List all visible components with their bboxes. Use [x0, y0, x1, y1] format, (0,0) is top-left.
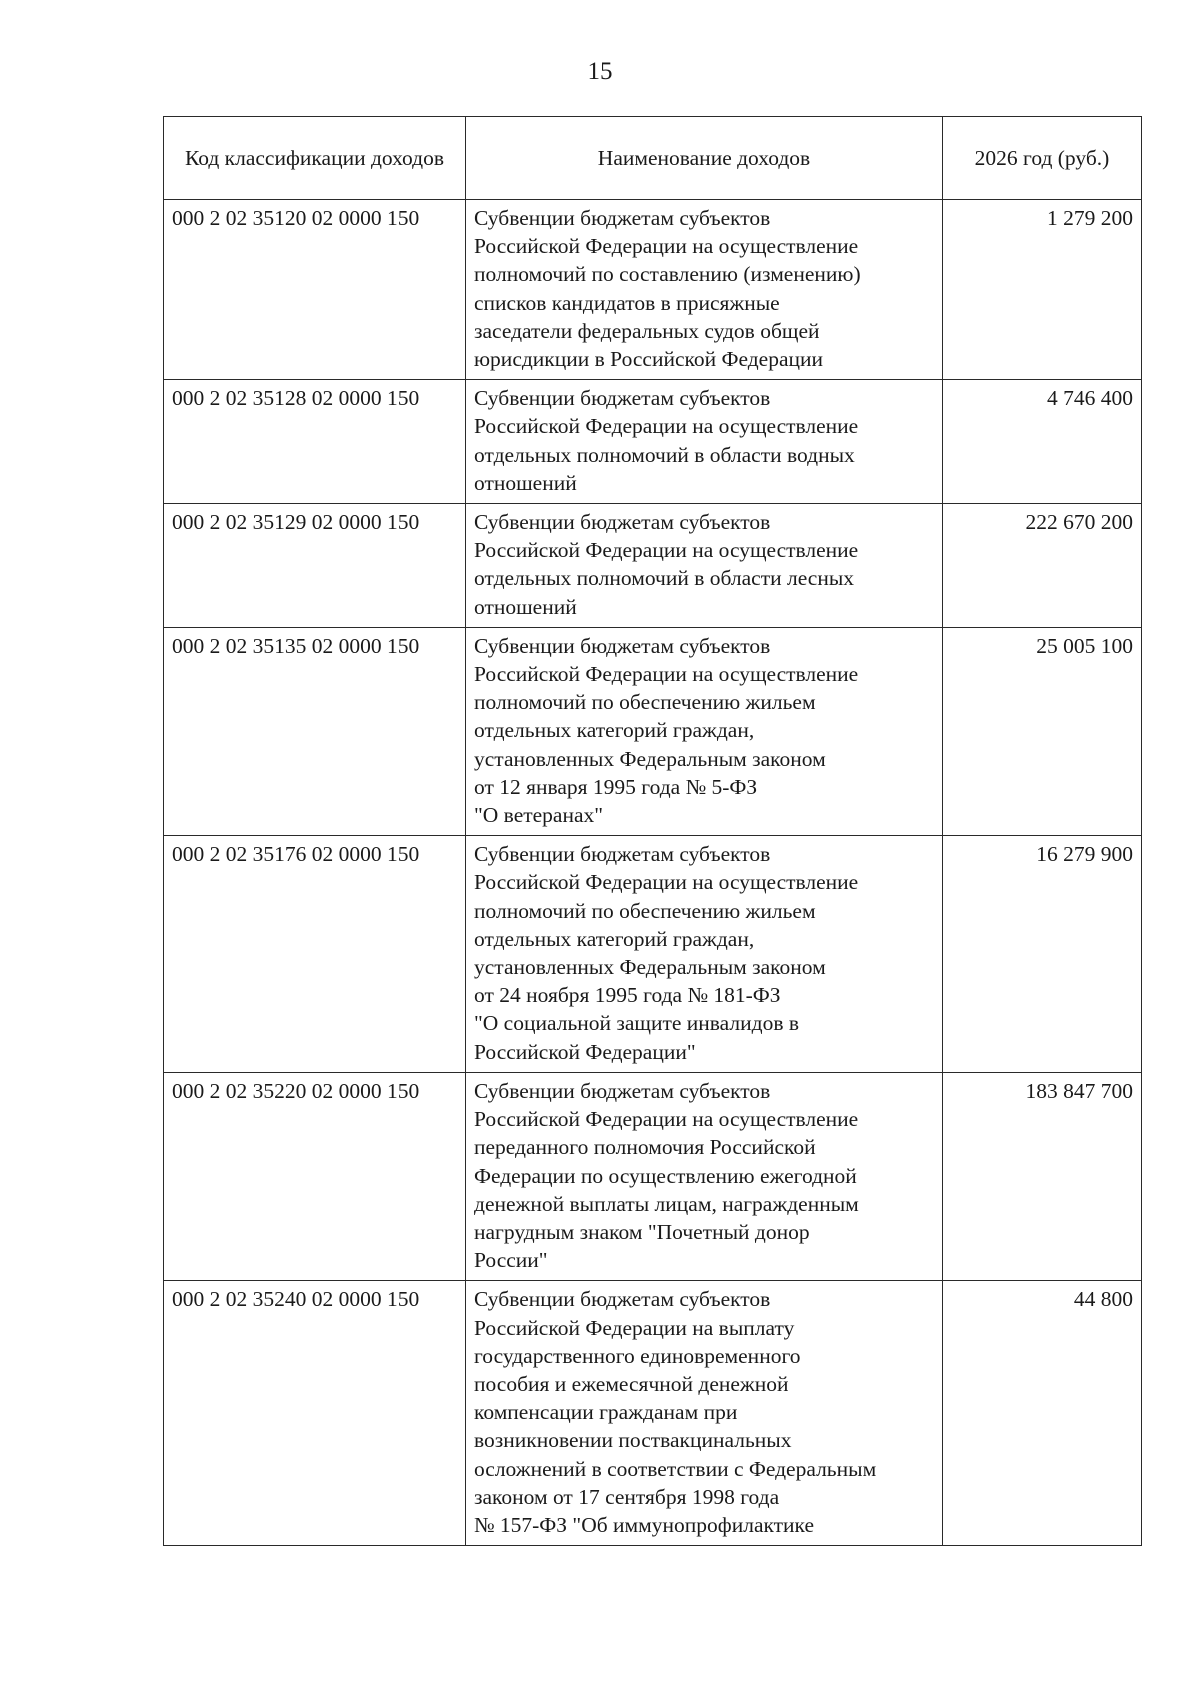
- row-amount: 4 746 400: [943, 380, 1142, 504]
- row-code: 000 2 02 35120 02 0000 150: [164, 200, 466, 380]
- row-code: 000 2 02 35176 02 0000 150: [164, 836, 466, 1073]
- row-amount: 44 800: [943, 1281, 1142, 1546]
- row-name: Субвенции бюджетам субъектов Российской Федерации на выплату государственного единовременного пособия и ежемесячной денежной компенсации гражданам при возникновении поствакцинальных осложнений в соответствии с Федеральным законом от 17 сентября 1998 года № 157-ФЗ "Об иммунопрофилактике: [466, 1281, 943, 1546]
- row-amount: 16 279 900: [943, 836, 1142, 1073]
- page-number: 15: [587, 58, 613, 85]
- row-amount: 183 847 700: [943, 1072, 1142, 1280]
- row-amount: 222 670 200: [943, 504, 1142, 628]
- row-code: 000 2 02 35135 02 0000 150: [164, 627, 466, 835]
- header-code: Код классификации доходов: [164, 117, 466, 200]
- row-code: 000 2 02 35220 02 0000 150: [164, 1072, 466, 1280]
- row-name: Субвенции бюджетам субъектов Российской Федерации на осуществление полномочий по обеспечению жильем отдельных категорий граждан, установленных Федеральным законом от 24 ноября 1995 года № 181-ФЗ "О социальной защите инвалидов в Российской Федерации": [466, 836, 943, 1073]
- row-name: Субвенции бюджетам субъектов Российской Федерации на осуществление отдельных полномочий в области лесных отношений: [466, 504, 943, 628]
- table-header-row: [164, 117, 1142, 200]
- revenue-table: [163, 116, 1142, 1546]
- row-amount: 1 279 200: [943, 200, 1142, 380]
- row-name: Субвенции бюджетам субъектов Российской Федерации на осуществление полномочий по обеспечению жильем отдельных категорий граждан, установленных Федеральным законом от 12 января 1995 года № 5-ФЗ "О ветеранах": [466, 627, 943, 835]
- row-name: Субвенции бюджетам субъектов Российской Федерации на осуществление полномочий по составлению (изменению) списков кандидатов в присяжные заседатели федеральных судов общей юрисдикции в Российской Федерации: [466, 200, 943, 380]
- table-row: [164, 1072, 1142, 1280]
- table-row: [164, 836, 1142, 1073]
- row-amount: 25 005 100: [943, 627, 1142, 835]
- table-row: [164, 380, 1142, 504]
- row-name: Субвенции бюджетам субъектов Российской Федерации на осуществление переданного полномочия Российской Федерации по осуществлению ежегодной денежной выплаты лицам, награжденным нагрудным знаком "Почетный донор России": [466, 1072, 943, 1280]
- row-name: Субвенции бюджетам субъектов Российской Федерации на осуществление отдельных полномочий в области водных отношений: [466, 380, 943, 504]
- header-amount: 2026 год (руб.): [943, 117, 1142, 200]
- row-code: 000 2 02 35128 02 0000 150: [164, 380, 466, 504]
- table-row: [164, 1281, 1142, 1546]
- header-name: Наименование доходов: [466, 117, 943, 200]
- table-row: [164, 200, 1142, 380]
- row-code: 000 2 02 35240 02 0000 150: [164, 1281, 466, 1546]
- table-row: [164, 504, 1142, 628]
- table-row: [164, 627, 1142, 835]
- row-code: 000 2 02 35129 02 0000 150: [164, 504, 466, 628]
